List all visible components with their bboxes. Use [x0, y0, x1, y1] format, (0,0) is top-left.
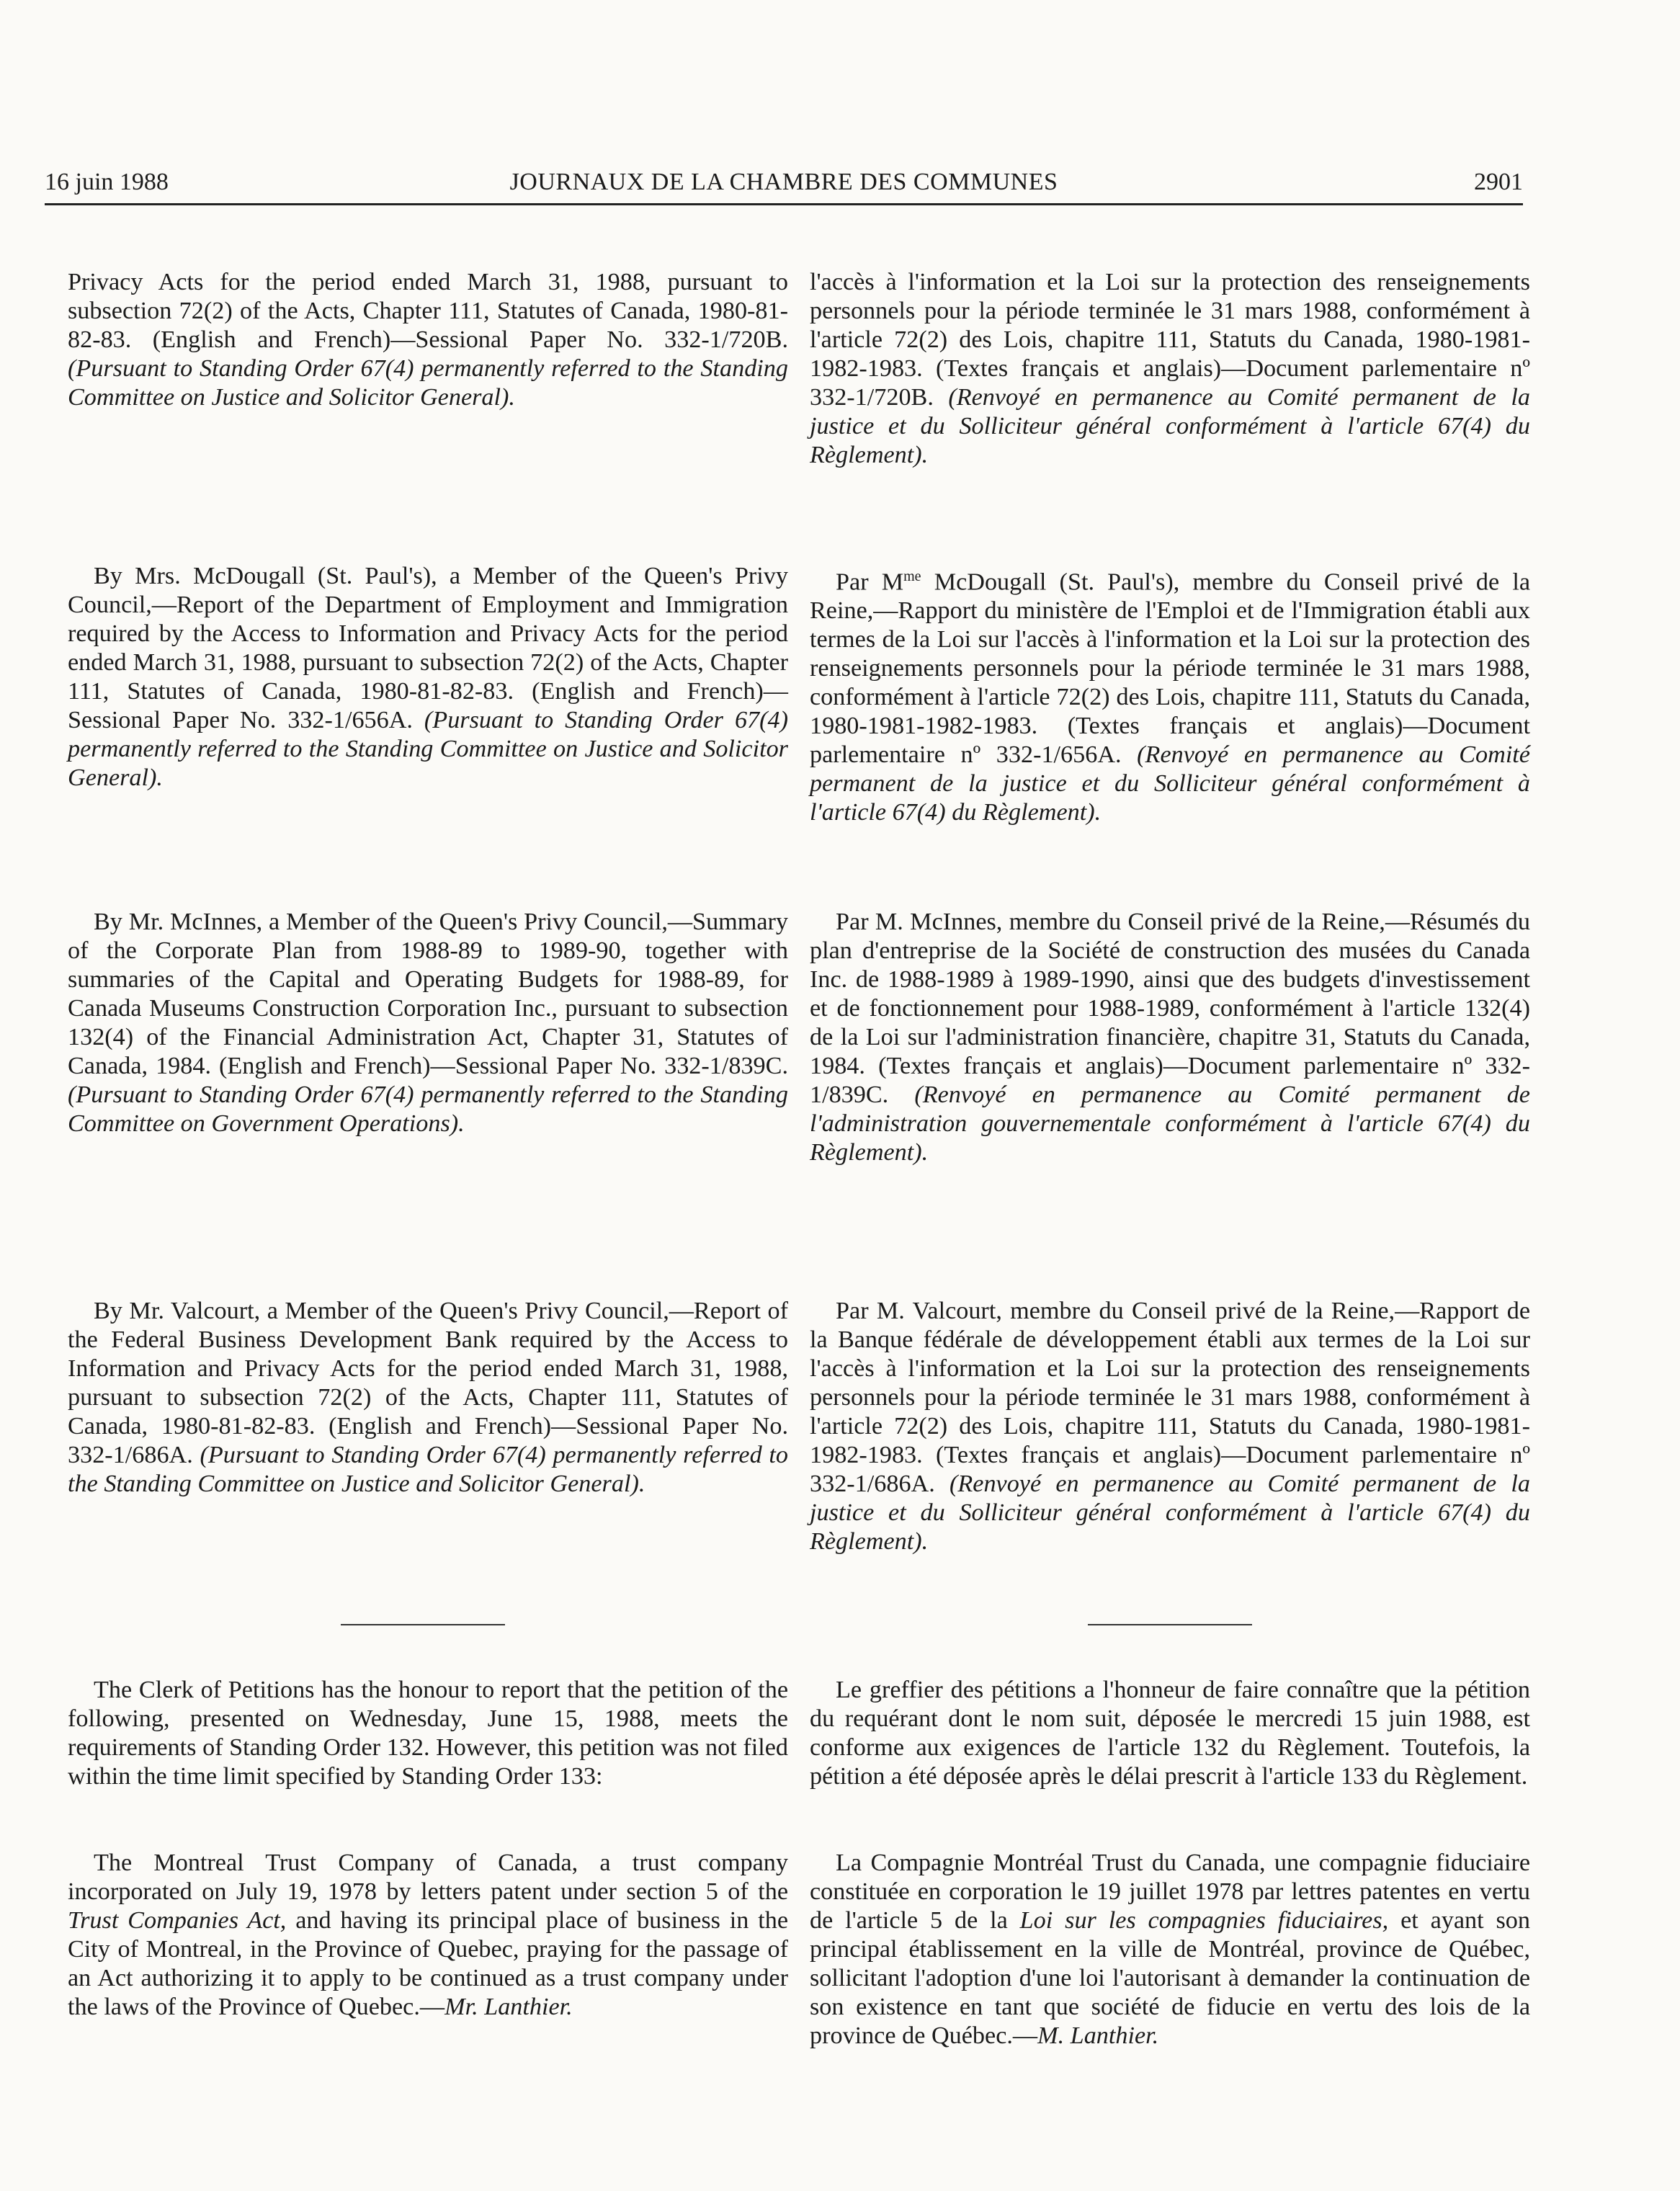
- fr-paragraph-6: La Compagnie Montréal Trust du Canada, une compagnie fiduciaire constituée en corporation le 19 juillet 1978 par lettres patentes en vertu de l'article 5 de la Loi sur les compagnies fiduciaires, et ayant son principal établissement en la ville de Montréal, province de Québec, sollicitant l'adoption d'une loi l'autorisant à demander la continuation de son existence en tant que société de fiducie en vertu des lois de la province de Québec.—M. Lanthier.: [810, 1849, 1530, 2049]
- en-paragraph-4: By Mr. Valcourt, a Member of the Queen's Privy Council,—Report of the Federal Business Development Bank required by the Access to Information and Privacy Acts for the period ended March 31, 1988, pursuant to subsection 72(2) of the Acts, Chapter 111, Statutes of Canada, 1980-81-82-83. (English and French)—Sessional Paper No. 332-1/686A. (Pursuant to Standing Order 67(4) permanently referred to the Standing Committee on Justice and Solicitor General).: [68, 1298, 788, 1497]
- fr-paragraph-5: Le greffier des pétitions a l'honneur de faire connaître que la pétition du requérant dont le nom suit, déposée le mercredi 15 juin 1988, est conforme aux exigences de l'article 132 du Règlement. Toutefois, la pétition a été déposée après le délai prescrit à l'article 133 du Règlement.: [810, 1677, 1530, 1790]
- fr-paragraph-2: Par $M^{me}$ McDougall (St. Paul's), membre du Conseil privé de la Reine,—Rapport du ministère de l'Emploi et de l'Immigration établi aux termes de la Loi sur l'accès à l'information et la Loi sur la protection des renseignements personnels pour la période terminée le 31 mars 1988, conformément à l'article 72(2) des Lois, chapitre 111, Statuts du Canada, 1980-1981-1982-1983. (Textes français et anglais)—Document parlementaire nº 332-1/656A. (Renvoyé en permanence au Comité permanent de la justice et du Solliciteur général conformément à l'article 67(4) du Règlement).: [810, 568, 1530, 826]
- header-date: 16 juin 1988: [45, 169, 169, 195]
- french-section-divider: [1088, 1624, 1252, 1625]
- en-paragraph-1: Privacy Acts for the period ended March 31, 1988, pursuant to subsection 72(2) of the Acts, Chapter 111, Statutes of Canada, 1980-81-82-83. (English and French)—Sessional Paper No. 332-1/720B. (Pursuant to Standing Order 67(4) permanently referred to the Standing Committee on Justice and Solicitor General).: [68, 269, 788, 411]
- en-paragraph-6: The Montreal Trust Company of Canada, a trust company incorporated on July 19, 1978 by letters patent under section 5 of the Trust Companies Act, and having its principal place of business in the City of Montreal, in the Province of Quebec, praying for the passage of an Act authorizing it to apply to be continued as a trust company under the laws of the Province of Quebec.—Mr. Lanthier.: [68, 1849, 789, 2020]
- header-title: JOURNAUX DE LA CHAMBRE DES COMMUNES: [509, 169, 1058, 195]
- en-paragraph-3: By Mr. McInnes, a Member of the Queen's Privy Council,—Summary of the Corporate Plan from 1988-89 to 1989-90, together with summaries of the Capital and Operating Budgets for 1988-89, for Canada Museums Construction Corporation Inc., pursuant to subsection 132(4) of the Financial Administration Act, Chapter 31, Statutes of Canada, 1984. (English and French)—Sessional Paper No. 332-1/839C. (Pursuant to Standing Order 67(4) permanently referred to the Standing Committee on Government Operations).: [68, 909, 788, 1137]
- fr-paragraph-4: Par M. Valcourt, membre du Conseil privé de la Reine,—Rapport de la Banque fédérale de développement établi aux termes de la Loi sur l'accès à l'information et la Loi sur la protection des renseignements personnels pour la période terminée le 31 mars 1988, conformément à l'article 72(2) des Lois, chapitre 111, Statuts du Canada, 1980-1981-1982-1983. (Textes français et anglais)—Document parlementaire nº 332-1/686A. (Renvoyé en permanence au Comité permanent de la justice et du Solliciteur général conformément à l'article 67(4) du Règlement).: [810, 1298, 1530, 1555]
- fr-paragraph-3: Par M. McInnes, membre du Conseil privé de la Reine,—Résumés du plan d'entreprise de la Société de construction des musées du Canada Inc. de 1988-1989 à 1989-1990, ainsi que des budgets d'investissement et de fonctionnement pour 1988-1989, conformément à l'article 132(4) de la Loi sur l'administration financière, chapitre 31, Statuts du Canada, 1984. (Textes français et anglais)—Document parlementaire nº 332-1/839C. (Renvoyé en permanence au Comité permanent de l'administration gouvernementale conformément à l'article 67(4) du Règlement).: [810, 909, 1530, 1166]
- page-header: [45, 169, 1523, 205]
- english-section-divider: [341, 1624, 505, 1625]
- en-paragraph-2: By Mrs. McDougall (St. Paul's), a Member of the Queen's Privy Council,—Report of the Department of Employment and Immigration required by the Access to Information and Privacy Acts for the period ended March 31, 1988, pursuant to subsection 72(2) of the Acts, Chapter 111, Statutes of Canada, 1980-81-82-83. (English and French)—Sessional Paper No. 332-1/656A. (Pursuant to Standing Order 67(4) permanently referred to the Standing Committee on Justice and Solicitor General).: [68, 563, 788, 791]
- fr-paragraph-1: l'accès à l'information et la Loi sur la protection des renseignements personnels pour la période terminée le 31 mars 1988, conformément à l'article 72(2) des Lois, chapitre 111, Statuts du Canada, 1980-1981-1982-1983. (Textes français et anglais)—Document parlementaire nº 332-1/720B. (Renvoyé en permanence au Comité permanent de la justice et du Solliciteur général conformément à l'article 67(4) du Règlement).: [810, 269, 1530, 468]
- page-number: 2901: [1474, 169, 1523, 195]
- en-paragraph-5: The Clerk of Petitions has the honour to report that the petition of the following, presented on Wednesday, June 15, 1988, meets the requirements of Standing Order 132. However, this petition was not filed within the time limit specified by Standing Order 133:: [68, 1677, 788, 1790]
